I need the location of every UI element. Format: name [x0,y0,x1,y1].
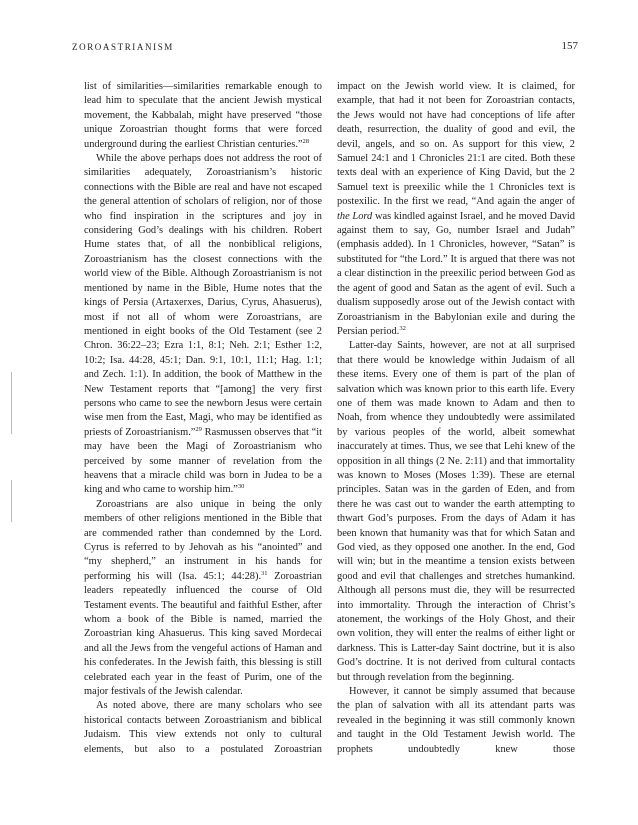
footnote-marker: 29 [195,425,202,433]
paragraph [337,685,575,757]
running-head: ZOROASTRIANISM [72,42,174,52]
paragraph-text: Zoroastrian leaders repeatedly influenced the course of Old Testament events. The beautiful and faithful Esther, after whom a book of the Bible is named, married the Zoroastrian king Ahasuerus. This king saved Mordecai and all the Jews from the vengeful actions of Haman and his confederates. In the Jewish faith, this blessing is still celebrated each year in the feast of Purim, one of the major festivals of the Jewish calendar. [84,570,322,698]
footnote-marker: 30 [237,483,245,491]
paragraph-text: However, it cannot be simply assumed that because the plan of salvation with all its attendant parts was revealed in the beginning it was still commonly known and taught in the Old Testament Jewish world. The prophets undoubtedly knew those [337,686,575,755]
paragraph-text: list of similarities—similarities remarkable enough to lead him to speculate that the ancient Jewish mystical movement, the Kabbalah, might have preserved “those unique Zoroastrian thought forms that were forced underground during the earliest Christian centuries.” [84,81,322,150]
left-column [84,80,322,757]
paragraph-text: While the above perhaps does not address the root of similarities adequately, Zoroastrianism’s historic connections with the Bible are real and have not escaped the general attention of scholars of religion, nor of those who find inspiration in the scriptures and joy in considering God’s dealings with his children. Robert Hume states that, of all the nonbiblical religions, Zoroastrianism has the closest connections with the world view of the Bible. Although Zoroastrianism is not mentioned by name in the Bible, Hume notes that the kings of Persia (Artaxerxes, Darius, Cyrus, Ahasuerus), most if not all of whom were Zoroastrians, are mentioned in eight books of the Old Testament (see 2 Chron. 36:22–23; Ezra 1:1, 8:1; Neh. 2:1; Esther 1:2, 10:2; Isa. 44:28, 45:1; Dan. 9:1, 10:1, 11:1; Hag. 1:1; and Zech. 1:1). In addition, the book of Matthew in the New Testament reports that “[among] the very first persons who came to see the newborn Jesus were certain wise men from the East, Magi, who may be identified as priests of Zoroastrianism.” [84,153,322,438]
paragraph [84,498,322,700]
paragraph-text: Rasmussen observes that “it may have been the Magi of Zoroastrianism who perceived by some manner of revelation from the heavens that a miracle child was born in Judea to be a king and who came to worship him.” [84,426,322,496]
emphasis-text: the Lord [337,210,373,222]
footnote-marker: 31 [261,569,268,577]
paragraph [84,152,322,498]
footnote-marker: 28 [302,137,310,145]
paragraph-text: impact on the Jewish world view. It is claimed, for example, that had it not been for Zoroastrian contacts, the Jews would not have had conceptions of life after death, resurrection, the duality of good and evil, the devil, angels, and so on. As support for this view, 2 Samuel 24:1 and 1 Chronicles 21:1 are cited. Both these texts deal with an experience of King David, but the 2 Samuel text is preexilic while the 1 Chronicles text is postexilic. In the first we read, “And again the anger of [337,81,575,208]
paragraph-text: Zoroastrians are also unique in being the only members of other religions mentioned in the Bible that are commended rather than condemned by the Lord. Cyrus is referred to by Jehovah as his “anointed” and “my shepherd,” an instrument in his hands for performing his will (Isa. 45:1; 44:28). [84,498,322,582]
scan-edge-mark-bottom [11,480,12,522]
paragraph [84,80,322,152]
page-number: 157 [561,40,578,52]
paragraph [337,339,575,685]
paragraph-text: As noted above, there are many scholars who see historical contacts between Zoroastrianism and biblical Judaism. This view extends not only to cultural elements, but also to a postulated Zoroastrian [84,700,322,755]
paragraph-text: was kindled against Israel, and he moved David against them to say, Go, number Israel and Judah” (emphasis added). In 1 Chronicles, however, “Satan” is substituted for “the Lord.” It is argued that there was not a clear distinction in the preexilic period between God as the agent of good and Satan as the agent of evil. Such a dualism supposedly arose out of the Jewish contact with Zoroastrianism in the Babylonian exile and during the Persian period. [337,210,575,337]
paragraph [84,699,322,757]
footnote-marker: 32 [399,324,406,332]
right-column [337,80,575,757]
paragraph [337,80,575,339]
paragraph-text: Latter-day Saints, however, are not at all surprised that there would be knowledge within Judaism of all these items. Every one of them is part of the plan of salvation which was known prior to this earth life. Every one of them was made known to Adam and then to Noah, from whence they undoubtedly were assimilated by various peoples of the world, albeit somewhat inaccurately at times. Thus, we see that Lehi knew of the opposition in all things (2 Ne. 2:11) and that immortality was known to Moses (Moses 1:39). These are eternal principles. Satan was in the garden of Eden, and from there he was cast out to wander the earth attempting to thwart God’s purposes. From the days of Adam it has been known that humanity was that for which Satan and God vied, as they opposed one another. In the end, God will win; but in the meantime a tension exists between good and evil that challenges and stretches humankind. Although all persons must die, they will be resurrected into immortality. Through the interaction of Christ’s atonement, the workings of the Holy Ghost, and their own volition, they will enter the realms of either light or darkness. This is Latter-day Saint doctrine, but it is also God’s doctrine. It is not derived from cultural contacts but through revelation from the beginning. [337,340,575,683]
scan-edge-mark-top [11,372,12,434]
